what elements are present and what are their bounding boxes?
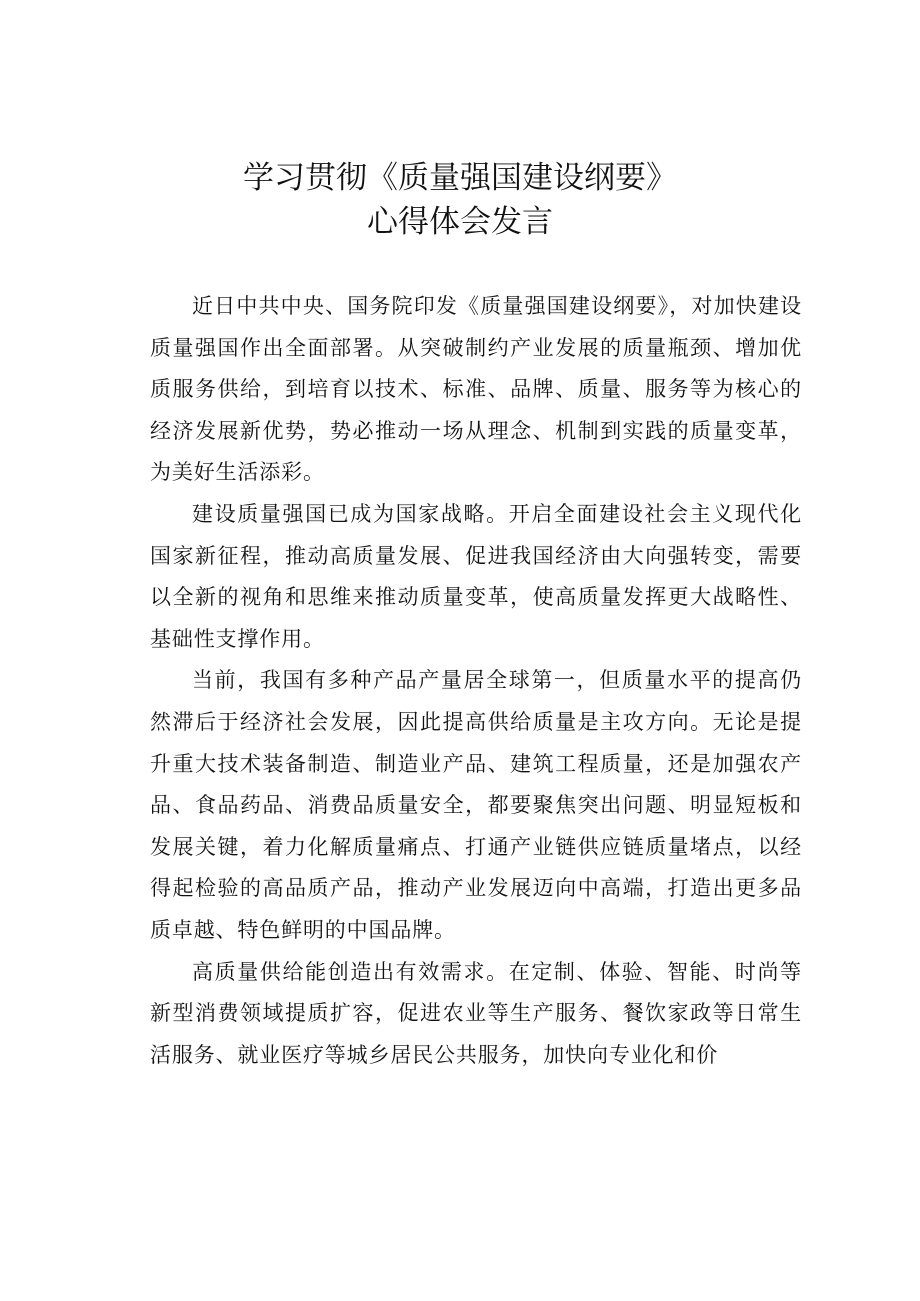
document-title-line-2: 心得体会发言 [367, 204, 553, 240]
document-body [150, 286, 802, 1076]
document-title-line-1: 学习贯彻《质量强国建设纲要》 [243, 160, 677, 196]
paragraph-4: 高质量供给能创造出有效需求。在定制、体验、智能、时尚等新型消费领域提质扩容，促进农业等生产服务、餐饮家政等日常生活服务、就业医疗等城乡居民公共服务，加快向专业化和价 [150, 959, 802, 1067]
paragraph-2: 建设质量强国已成为国家战略。开启全面建设社会主义现代化国家新征程，推动高质量发展、促进我国经济由大向强转变，需要以全新的视角和思维来推动质量变革，使高质量发挥更大战略性、基础性支撑作用。 [150, 501, 802, 651]
paragraph-3: 当前，我国有多种产品产量居全球第一，但质量水平的提高仍然滞后于经济社会发展，因此提高供给质量是主攻方向。无论是提升重大技术装备制造、制造业产品、建筑工程质量，还是加强农产品、食品药品、消费品质量安全，都要聚焦突出问题、明显短板和发展关键，着力化解质量痛点、打通产业链供应链质量堵点，以经得起检验的高品质产品，推动产业发展迈向中高端，打造出更多品质卓越、特色鲜明的中国品牌。 [150, 668, 802, 942]
paragraph-1: 近日中共中央、国务院印发《质量强国建设纲要》，对加快建设质量强国作出全面部署。从突破制约产业发展的质量瓶颈、增加优质服务供给，到培育以技术、标准、品牌、质量、服务等为核心的经济发展新优势，势必推动一场从理念、机制到实践的质量变革，为美好生活添彩。 [150, 294, 802, 485]
